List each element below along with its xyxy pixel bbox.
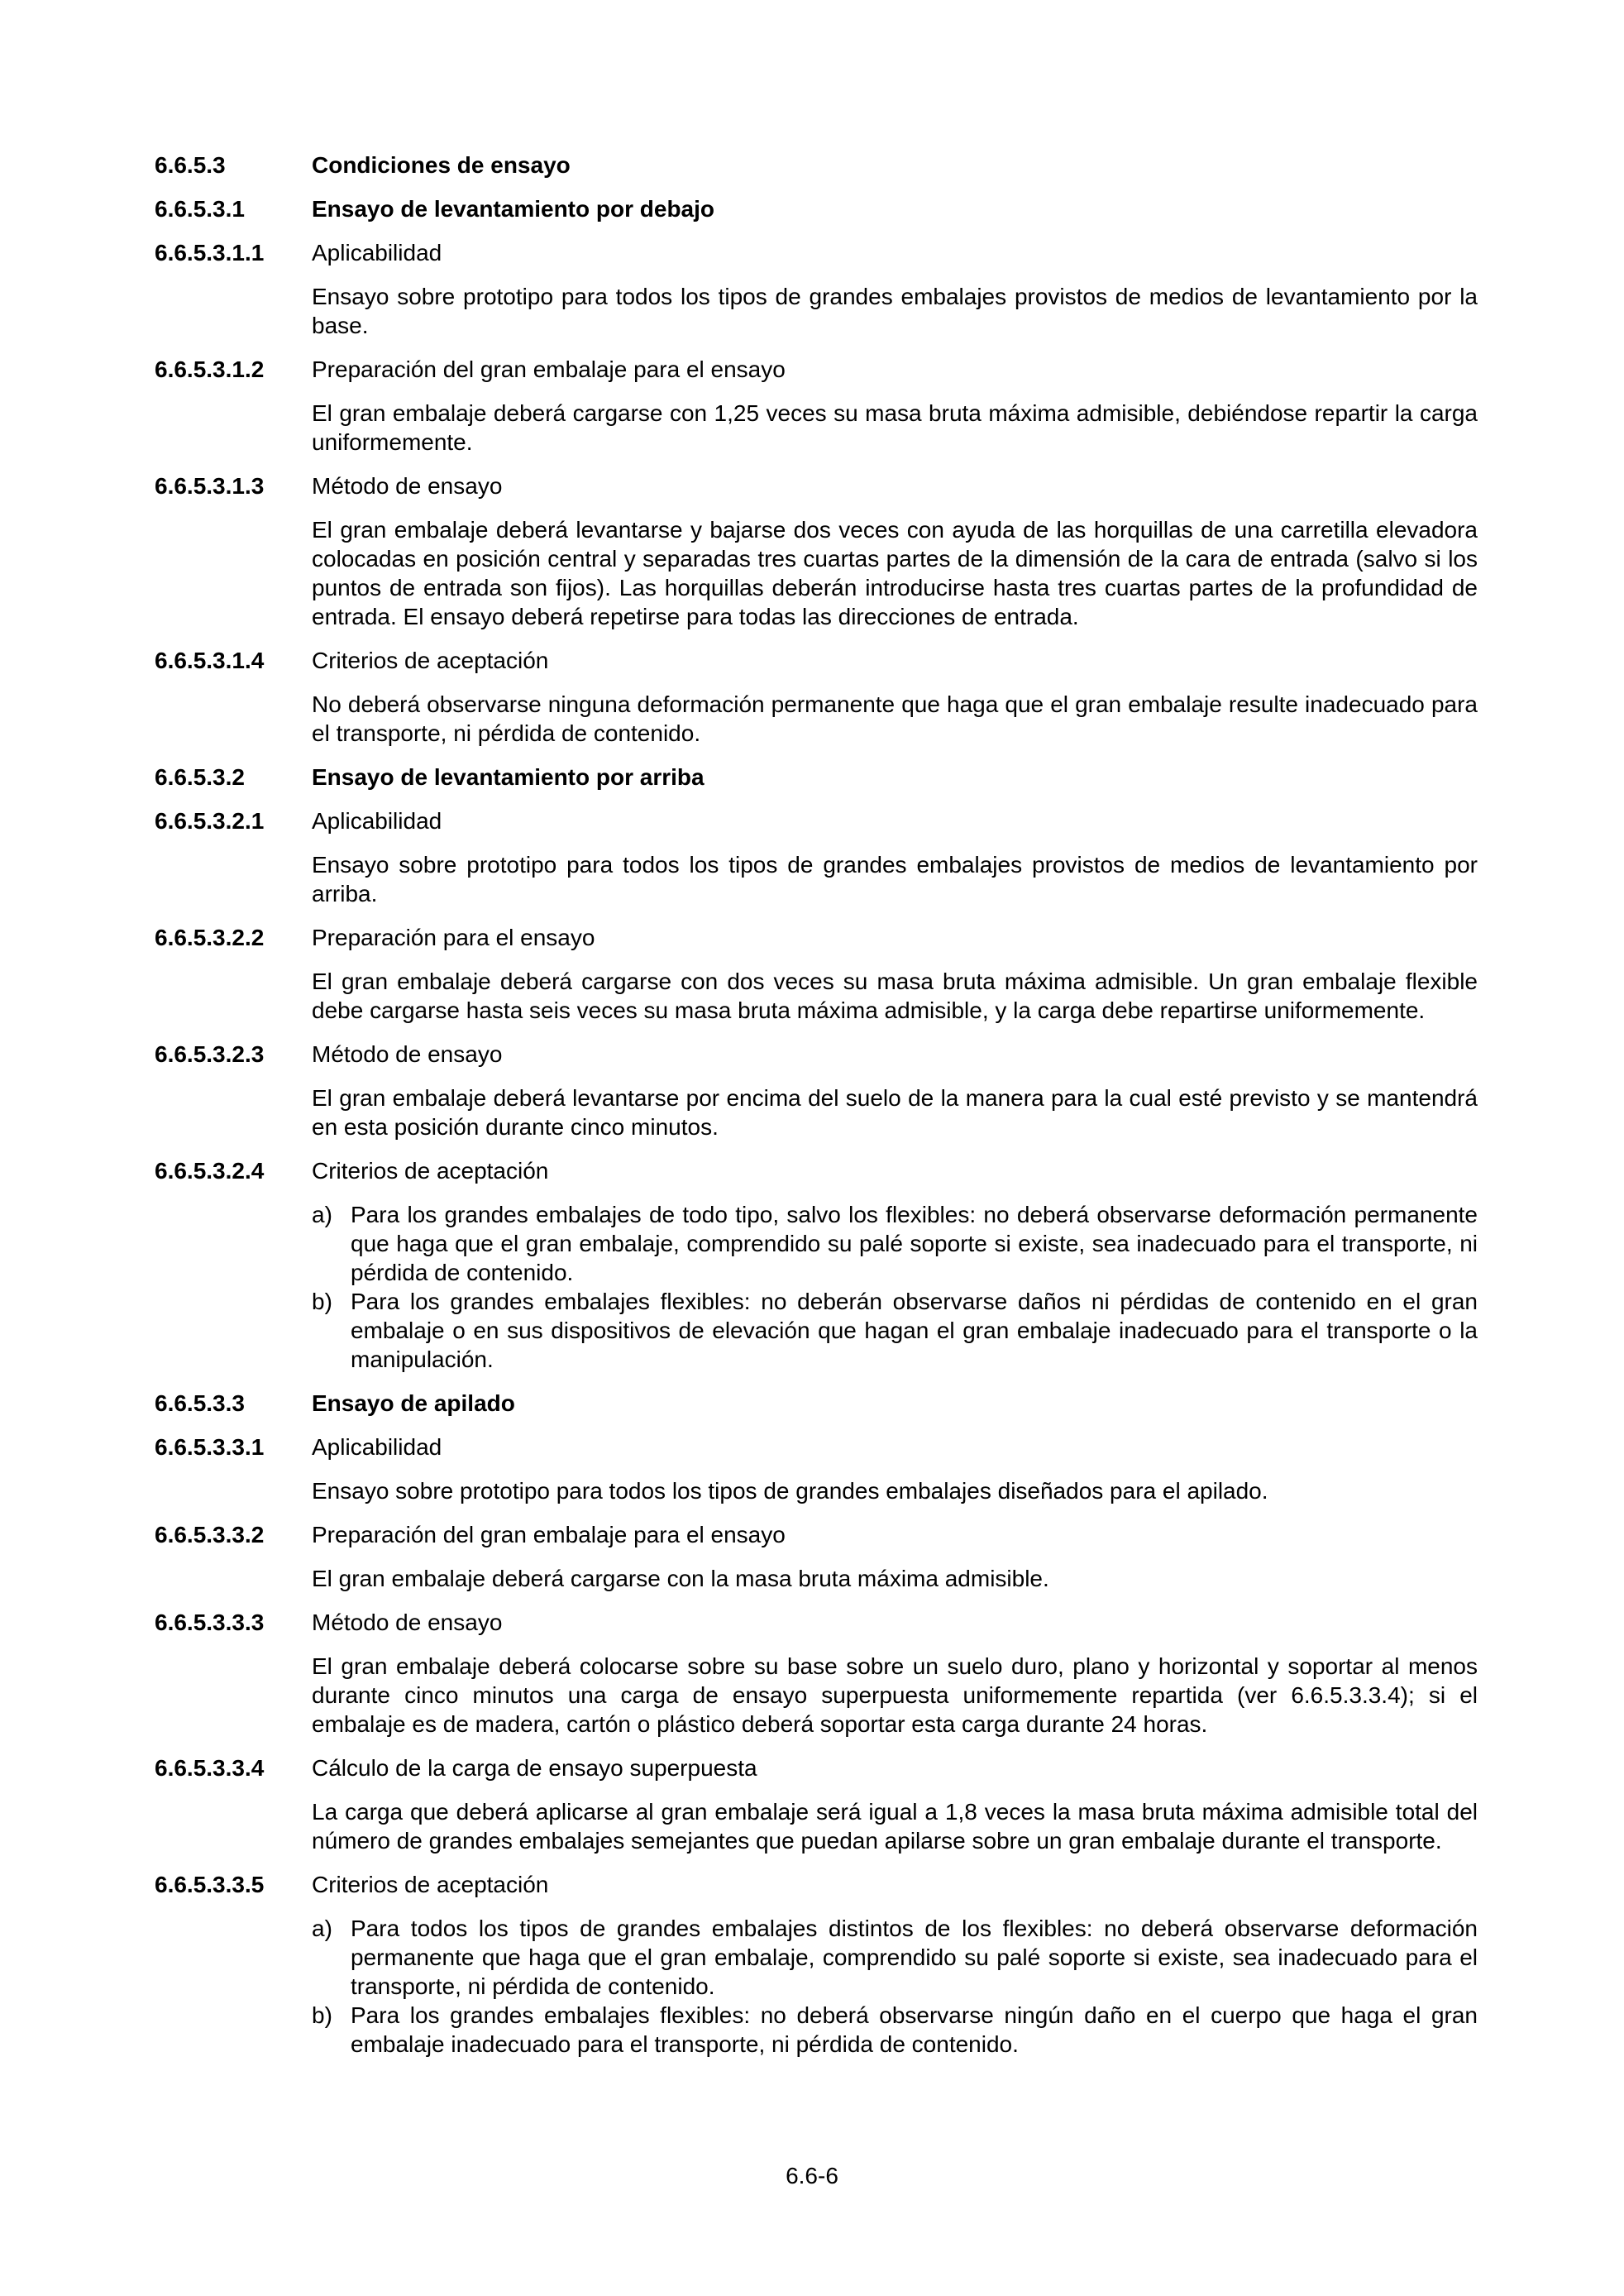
section-heading-row <box>155 646 1478 675</box>
section-number: 6.6.5.3.1 <box>155 196 245 222</box>
section-6-6-5-3-1-3 <box>155 471 1478 631</box>
section-number: 6.6.5.3.3.3 <box>155 1610 265 1635</box>
list-item <box>312 1287 1478 1374</box>
section-paragraph: El gran embalaje deberá cargarse con dos veces su masa bruta máxima admisible. Un gran embalaje flexible debe cargarse hasta seis veces su masa bruta máxima admisible, y la carga debe repartirse uniformemente. <box>312 969 1478 1023</box>
list-item-label: b) <box>312 1289 332 1314</box>
criteria-list <box>312 1914 1478 2059</box>
section-heading: Aplicabilidad <box>312 240 442 265</box>
section-number: 6.6.5.3.2.4 <box>155 1158 265 1184</box>
section-heading: Ensayo de levantamiento por debajo <box>312 196 715 222</box>
criteria-list <box>312 1200 1478 1374</box>
section-number: 6.6.5.3.2.1 <box>155 808 265 834</box>
section-heading: Ensayo de levantamiento por arriba <box>312 764 705 790</box>
section-heading-row <box>155 806 1478 835</box>
section-heading: Preparación para el ensayo <box>312 925 595 950</box>
section-number: 6.6.5.3.2.2 <box>155 925 265 950</box>
section-heading-row <box>155 1040 1478 1069</box>
section-heading-row <box>155 194 1478 223</box>
section-heading-row <box>155 1433 1478 1461</box>
list-item-label: a) <box>312 1202 332 1227</box>
section-heading-row <box>155 1520 1478 1549</box>
section-number: 6.6.5.3.1.4 <box>155 648 265 673</box>
list-item-label: b) <box>312 2002 332 2028</box>
section-number: 6.6.5.3 <box>155 152 226 178</box>
section-heading-row <box>155 1156 1478 1185</box>
section-number: 6.6.5.3.3.1 <box>155 1434 265 1460</box>
section-heading: Condiciones de ensayo <box>312 152 571 178</box>
section-6-6-5-3-1-2 <box>155 355 1478 457</box>
section-6-6-5-3-2-1 <box>155 806 1478 908</box>
section-heading: Preparación del gran embalaje para el ensayo <box>312 1522 786 1547</box>
section-number: 6.6.5.3.1.1 <box>155 240 265 265</box>
list-item <box>312 1914 1478 2001</box>
section-heading: Método de ensayo <box>312 1041 503 1067</box>
section-6-6-5-3-2-3 <box>155 1040 1478 1141</box>
section-paragraph: Ensayo sobre prototipo para todos los tipos de grandes embalajes provistos de medios de levantamiento por arriba. <box>312 852 1478 906</box>
section-6-6-5-3-3 <box>155 1389 1478 1418</box>
list-item-label: a) <box>312 1916 332 1941</box>
section-6-6-5-3-1-4 <box>155 646 1478 748</box>
section-6-6-5-3 <box>155 151 1478 179</box>
section-6-6-5-3-1 <box>155 194 1478 223</box>
list-item <box>312 1200 1478 1287</box>
section-heading: Criterios de aceptación <box>312 1872 549 1897</box>
section-heading-row <box>155 238 1478 267</box>
section-paragraph: Ensayo sobre prototipo para todos los tipos de grandes embalajes diseñados para el apilado. <box>312 1478 1268 1504</box>
section-heading-row <box>155 923 1478 952</box>
section-heading-row <box>155 1870 1478 1899</box>
section-6-6-5-3-2 <box>155 763 1478 792</box>
section-6-6-5-3-3-5 <box>155 1870 1478 2059</box>
document-body <box>155 151 1478 2059</box>
section-heading: Cálculo de la carga de ensayo superpuesta <box>312 1755 757 1781</box>
section-heading: Método de ensayo <box>312 1610 503 1635</box>
section-heading: Criterios de aceptación <box>312 648 549 673</box>
section-6-6-5-3-1-1 <box>155 238 1478 340</box>
list-item <box>312 2001 1478 2059</box>
section-number: 6.6.5.3.3 <box>155 1390 245 1416</box>
section-paragraph: El gran embalaje deberá levantarse por encima del suelo de la manera para la cual esté previsto y se mantendrá en esta posición durante cinco minutos. <box>312 1085 1478 1140</box>
section-heading-row <box>155 471 1478 500</box>
section-heading: Ensayo de apilado <box>312 1390 515 1416</box>
page-number: 6.6-6 <box>786 2163 838 2188</box>
section-paragraph: La carga que deberá aplicarse al gran embalaje será igual a 1,8 veces la masa bruta máxima admisible total del número de grandes embalajes semejantes que puedan apilarse sobre un gran embalaje durante el transporte. <box>312 1799 1478 1854</box>
section-heading: Aplicabilidad <box>312 808 442 834</box>
section-6-6-5-3-3-1 <box>155 1433 1478 1505</box>
section-6-6-5-3-2-4 <box>155 1156 1478 1374</box>
section-heading-row <box>155 1608 1478 1637</box>
list-item-text: Para los grandes embalajes flexibles: no deberá observarse ningún daño en el cuerpo que haga el gran embalaje inadecuado para el transporte, ni pérdida de contenido. <box>351 2002 1478 2057</box>
list-item-text: Para todos los tipos de grandes embalajes distintos de los flexibles: no deberá observarse deformación permanente que haga que el gran embalaje, comprendido su palé soporte si existe, sea inadecuado para el transporte, ni pérdida de contenido. <box>351 1916 1478 1999</box>
section-heading-row <box>155 1389 1478 1418</box>
section-number: 6.6.5.3.2.3 <box>155 1041 265 1067</box>
section-paragraph: El gran embalaje deberá cargarse con 1,25 veces su masa bruta máxima admisible, debiéndose repartir la carga uniformemente. <box>312 400 1478 455</box>
section-6-6-5-3-3-4 <box>155 1753 1478 1855</box>
section-number: 6.6.5.3.1.3 <box>155 473 265 499</box>
section-paragraph: Ensayo sobre prototipo para todos los tipos de grandes embalajes provistos de medios de levantamiento por la base. <box>312 284 1478 338</box>
section-heading: Preparación del gran embalaje para el ensayo <box>312 356 786 382</box>
section-heading-row <box>155 763 1478 792</box>
section-paragraph: El gran embalaje deberá levantarse y bajarse dos veces con ayuda de las horquillas de una carretilla elevadora colocadas en posición central y separadas tres cuartas partes de la dimensión de la cara de entrada (salvo si los puntos de entrada son fijos). Las horquillas deberán introducirse hasta tres cuartas partes de la profundidad de entrada. El ensayo deberá repetirse para todas las direcciones de entrada. <box>312 517 1478 629</box>
section-number: 6.6.5.3.3.4 <box>155 1755 265 1781</box>
section-heading: Método de ensayo <box>312 473 503 499</box>
section-heading: Criterios de aceptación <box>312 1158 549 1184</box>
section-6-6-5-3-3-2 <box>155 1520 1478 1593</box>
section-number: 6.6.5.3.3.2 <box>155 1522 265 1547</box>
section-number: 6.6.5.3.1.2 <box>155 356 265 382</box>
section-heading-row <box>155 151 1478 179</box>
section-6-6-5-3-2-2 <box>155 923 1478 1025</box>
section-6-6-5-3-3-3 <box>155 1608 1478 1739</box>
section-heading-row <box>155 355 1478 384</box>
list-item-text: Para los grandes embalajes de todo tipo, salvo los flexibles: no deberá observarse deformación permanente que haga que el gran embalaje, comprendido su palé soporte si existe, sea inadecuado para el transporte, ni pérdida de contenido. <box>351 1202 1478 1285</box>
section-heading: Aplicabilidad <box>312 1434 442 1460</box>
section-heading-row <box>155 1753 1478 1782</box>
section-paragraph: El gran embalaje deberá colocarse sobre su base sobre un suelo duro, plano y horizontal y soportar al menos durante cinco minutos una carga de ensayo superpuesta uniformemente repartida (ver 6.6.5.3.3.4); si el embalaje es de madera, cartón o plástico deberá soportar esta carga durante 24 horas. <box>312 1653 1478 1737</box>
section-number: 6.6.5.3.2 <box>155 764 245 790</box>
section-paragraph: El gran embalaje deberá cargarse con la masa bruta máxima admisible. <box>312 1566 1049 1591</box>
section-paragraph: No deberá observarse ninguna deformación permanente que haga que el gran embalaje resulte inadecuado para el transporte, ni pérdida de contenido. <box>312 691 1478 746</box>
list-item-text: Para los grandes embalajes flexibles: no deberán observarse daños ni pérdidas de contenido en el gran embalaje o en sus dispositivos de elevación que hagan el gran embalaje inadecuado para el transporte o la manipulación. <box>351 1289 1478 1372</box>
section-number: 6.6.5.3.3.5 <box>155 1872 265 1897</box>
